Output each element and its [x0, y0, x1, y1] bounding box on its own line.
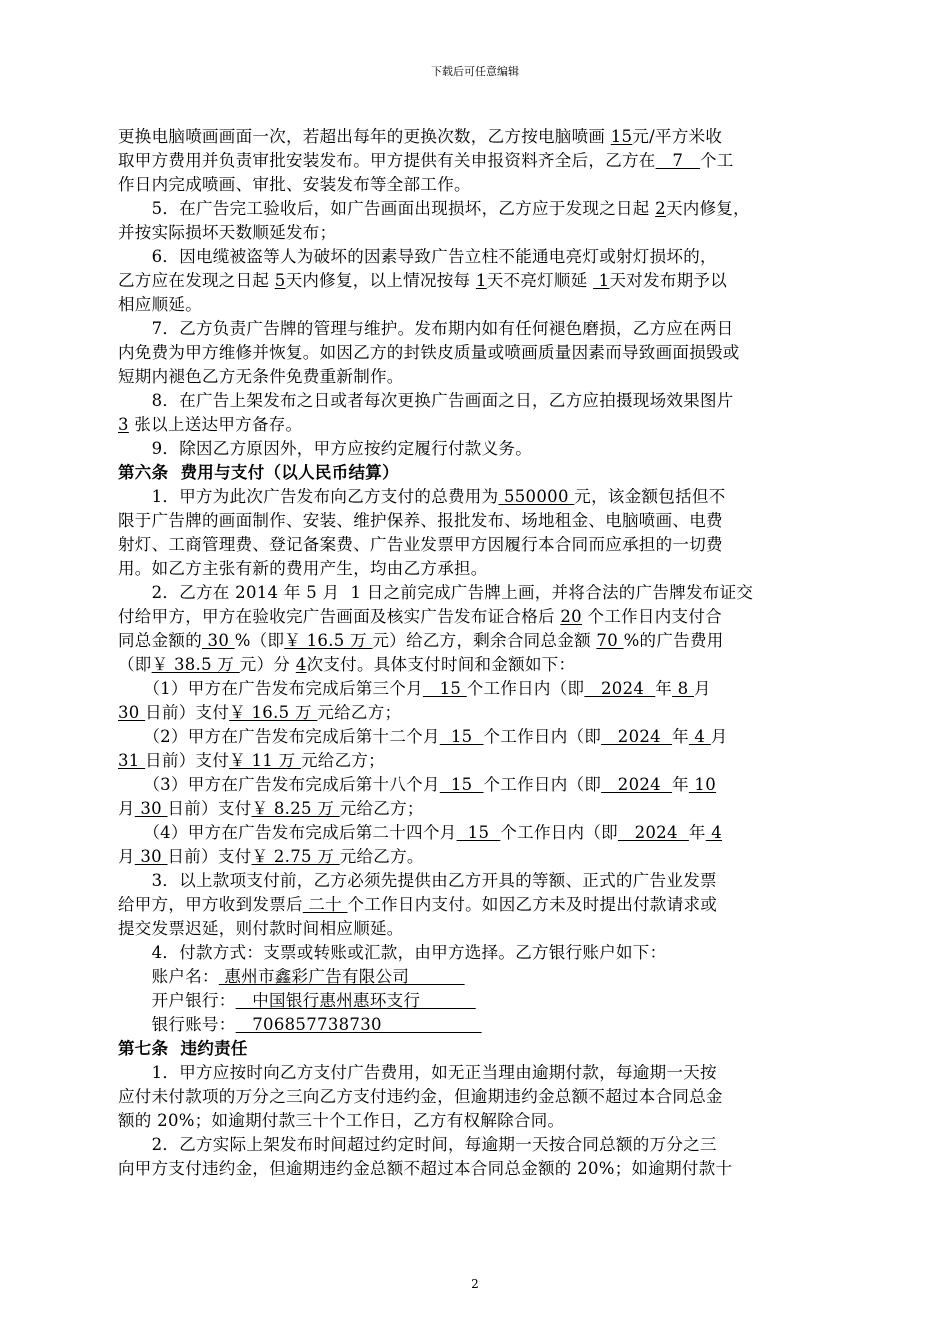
filled-blank: ￥ 8.25 万 — [251, 799, 340, 818]
text-line — [118, 1109, 836, 1133]
text-run: 更换电脑喷画画面一次，若超出每年的更换次数，乙方按电脑喷画 — [118, 127, 611, 146]
text-line — [118, 869, 836, 893]
text-run: 6．因电缆被盗等人为破坏的因素导致广告立柱不能通电亮灯或射灯损坏的， — [118, 247, 717, 266]
text-run: 用。如乙方主张有新的费用产生，均由乙方承担。 — [118, 559, 488, 578]
text-line — [118, 749, 836, 773]
text-line — [118, 725, 836, 749]
text-line — [118, 365, 836, 389]
text-line — [118, 629, 836, 653]
filled-blank: 7 — [655, 151, 701, 170]
filled-blank: 550000 — [498, 487, 575, 506]
filled-blank: 15 — [439, 775, 484, 794]
text-run: 日前）支付 — [145, 751, 230, 770]
text-run: 元给乙方； — [339, 799, 424, 818]
filled-blank: ￥ 38.5 万 — [151, 655, 240, 674]
filled-blank: 30 — [202, 631, 235, 650]
filled-blank: 15 — [610, 127, 633, 146]
text-line — [118, 533, 836, 557]
text-line — [118, 149, 836, 173]
text-run: 银行账号： — [118, 1015, 236, 1034]
text-line — [118, 1133, 836, 1157]
filled-blank: 二十 — [302, 895, 348, 914]
text-run: 2．乙方在 2014 年 5 月 1 日之前完成广告牌上画，并将合法的广告牌发布证交 — [118, 583, 754, 602]
text-run: 个工作日内（即 — [466, 679, 585, 698]
text-run: 月 — [710, 727, 728, 746]
text-run: 提交发票迟延，则付款时间相应顺延。 — [118, 919, 404, 938]
filled-blank: 4 — [688, 727, 711, 746]
text-line — [118, 509, 836, 533]
filled-blank: 706857738730 — [235, 1015, 482, 1034]
filled-blank: 30 — [134, 847, 168, 866]
text-line — [118, 677, 836, 701]
text-line — [118, 221, 836, 245]
text-run: 个工作日内（即 — [483, 775, 602, 794]
text-line — [118, 893, 836, 917]
filled-blank: 4 — [295, 655, 307, 674]
filled-blank: 2024 — [601, 775, 673, 794]
text-line — [118, 293, 836, 317]
filled-blank: 31 — [118, 751, 146, 770]
filled-blank: ￥ 16.5 万 — [284, 631, 373, 650]
filled-blank: 4 — [705, 823, 723, 842]
text-run: 个工作日内（即 — [500, 823, 618, 842]
filled-blank: 70 — [596, 631, 624, 650]
text-line — [118, 413, 836, 437]
text-run: （1）甲方在广告发布完成后第三个月 — [118, 679, 423, 698]
text-run: 天内修复， — [665, 199, 750, 218]
text-run: 天内修复，以上情况按每 — [285, 271, 476, 290]
text-run: （4）甲方在广告发布完成后第二十四个月 — [118, 823, 457, 842]
text-run: 作日内完成喷画、审批、安装发布等全部工作。 — [118, 175, 471, 194]
text-run: 内免费为甲方维修并恢复。如因乙方的封铁皮质量或喷画质量因素而导致画面损毁或 — [118, 343, 740, 362]
text-line — [118, 701, 836, 725]
text-run: 元给乙方； — [300, 751, 385, 770]
text-run: 次支付。具体支付时间和金额如下： — [306, 655, 576, 674]
filled-blank: 15 — [439, 727, 484, 746]
text-line — [118, 941, 836, 965]
text-run: 个工作日内支付。如因乙方未及时提出付款请求或 — [347, 895, 718, 914]
text-run: 并按实际损坏天数顺延发布； — [118, 223, 337, 242]
text-run: 相应顺延。 — [118, 295, 202, 314]
text-line — [118, 1061, 836, 1085]
text-run: 日前）支付 — [167, 847, 252, 866]
text-line — [118, 821, 836, 845]
text-run: 元给乙方。 — [339, 847, 424, 866]
filled-blank: 1 — [593, 271, 610, 290]
section-heading — [118, 461, 836, 485]
page-number: 2 — [471, 1277, 479, 1291]
filled-blank: 8 — [672, 679, 694, 698]
text-run: 第七条 违约责任 — [118, 1039, 248, 1058]
text-run: 开户银行： — [118, 991, 236, 1010]
text-run: 付给甲方，甲方在验收完广告画面及核实广告发布证合格后 — [118, 607, 561, 626]
text-run: （即 — [118, 655, 152, 674]
filled-blank: 2024 — [601, 727, 673, 746]
text-run: 第六条 费用与支付（以人民币结算） — [118, 463, 399, 482]
text-line — [118, 1157, 836, 1181]
text-line — [118, 917, 836, 941]
text-run: 9．除因乙方原因外，甲方应按约定履行付款义务。 — [118, 439, 532, 458]
text-run: 年 — [672, 775, 689, 794]
text-run: 元给乙方； — [317, 703, 402, 722]
text-run: %的广告费用 — [623, 631, 724, 650]
text-line — [118, 653, 836, 677]
text-line — [118, 173, 836, 197]
filled-blank: 中国银行惠州惠环支行 — [235, 991, 476, 1010]
text-run: 日前）支付 — [145, 703, 230, 722]
text-run: 射灯、工商管理费、登记备案费、广告业发票甲方因履行本合同而应承担的一切费 — [118, 535, 723, 554]
text-run: 个工作日内（即 — [483, 727, 602, 746]
text-line — [118, 317, 836, 341]
text-run: 年 — [672, 727, 689, 746]
text-run: 元，该金额包括但不 — [574, 487, 726, 506]
text-run: 张以上送达甲方备存。 — [128, 415, 303, 434]
text-line — [118, 557, 836, 581]
text-line — [118, 797, 836, 821]
text-run: 月 — [118, 799, 135, 818]
text-line — [118, 485, 836, 509]
text-line — [118, 125, 836, 149]
text-line — [118, 1085, 836, 1109]
text-run: 元）分 — [239, 655, 296, 674]
text-run: 限于广告牌的画面制作、安装、维护保养、报批发布、场地租金、电脑喷画、电费 — [118, 511, 723, 530]
filled-blank: 30 — [134, 799, 168, 818]
filled-blank: 2024 — [584, 679, 656, 698]
text-line — [118, 989, 836, 1013]
text-run: 个工作日内支付合 — [581, 607, 722, 626]
text-run: 日前）支付 — [167, 799, 252, 818]
text-run: （2）甲方在广告发布完成后第十二个月 — [118, 727, 440, 746]
filled-blank: 15 — [456, 823, 501, 842]
text-run: 天不亮灯顺延 — [486, 271, 594, 290]
text-run: 1．甲方应按时向乙方支付广告费用，如无正当理由逾期付款，每逾期一天按 — [118, 1063, 717, 1082]
text-line — [118, 965, 836, 989]
text-run: 月 — [118, 847, 135, 866]
filled-blank: 1 — [475, 271, 487, 290]
text-line — [118, 1013, 836, 1037]
text-run: 3．以上款项支付前，乙方必须先提供由乙方开具的等额、正式的广告业发票 — [118, 871, 717, 890]
filled-blank: 2024 — [617, 823, 689, 842]
text-run: 短期内褪色乙方无条件免费重新制作。 — [118, 367, 404, 386]
text-run: 8．在广告上架发布之日或者每次更换广告画面之日，乙方应拍摄现场效果图片 — [118, 391, 734, 410]
filled-blank: ￥ 11 万 — [229, 751, 301, 770]
text-run: 额的 20%；如逾期付款三十个工作日，乙方有权解除合同。 — [118, 1111, 565, 1130]
text-run: 给甲方，甲方收到发票后 — [118, 895, 303, 914]
text-line — [118, 197, 836, 221]
text-run: 7．乙方负责广告牌的管理与维护。发布期内如有任何褪色磨损，乙方应在两日 — [118, 319, 734, 338]
text-line — [118, 245, 836, 269]
text-run: （3）甲方在广告发布完成后第十八个月 — [118, 775, 440, 794]
text-run: 同总金额的 — [118, 631, 202, 650]
text-line — [118, 773, 836, 797]
text-run: 乙方应在发现之日起 — [118, 271, 275, 290]
text-line — [118, 581, 836, 605]
text-run: 天对发布期予以 — [609, 271, 728, 290]
text-line — [118, 341, 836, 365]
filled-blank: 5 — [274, 271, 286, 290]
text-run: 年 — [655, 679, 673, 698]
text-run: 向甲方支付违约金，但逾期违约金总额不超过本合同总金额的 20%；如逾期付款十 — [118, 1159, 733, 1178]
text-line — [118, 605, 836, 629]
text-run: 2．乙方实际上架发布时间超过约定时间，每逾期一天按合同总额的万分之三 — [118, 1135, 717, 1154]
text-run: 元）给乙方，剩余合同总金额 — [372, 631, 597, 650]
text-run: 取甲方费用并负责审批安装发布。甲方提供有关申报资料齐全后，乙方在 — [118, 151, 656, 170]
text-run: %（即 — [234, 631, 285, 650]
filled-blank: ￥ 2.75 万 — [251, 847, 340, 866]
filled-blank: 惠州市鑫彩广告有限公司 — [218, 967, 465, 986]
text-run: 年 — [688, 823, 706, 842]
filled-blank: 10 — [688, 775, 717, 794]
text-run: 5．在广告完工验收后，如广告画面出现损坏，乙方应于发现之日起 — [118, 199, 656, 218]
page-header-note: 下载后可任意编辑 — [431, 65, 519, 78]
filled-blank: 2 — [655, 199, 666, 218]
text-run: 4．付款方式：支票或转账或汇款，由甲方选择。乙方银行账户如下： — [118, 943, 667, 962]
text-line — [118, 845, 836, 869]
filled-blank: 15 — [422, 679, 467, 698]
filled-blank: 20 — [560, 607, 582, 626]
filled-blank: ￥ 16.5 万 — [229, 703, 318, 722]
text-line — [118, 389, 836, 413]
filled-blank: 3 — [118, 415, 129, 434]
text-run: 应付未付款项的万分之三向乙方支付违约金，但逾期违约金总额不超过本合同总金 — [118, 1087, 723, 1106]
text-run: 账户名： — [118, 967, 219, 986]
text-line — [118, 269, 836, 293]
filled-blank: 30 — [118, 703, 146, 722]
text-run: 月 — [693, 679, 711, 698]
section-heading — [118, 1037, 836, 1061]
text-run: 个工 — [700, 151, 734, 170]
text-line — [118, 437, 836, 461]
contract-body — [118, 125, 836, 1181]
text-run: 元/平方米收 — [632, 127, 723, 146]
text-run: 1．甲方为此次广告发布向乙方支付的总费用为 — [118, 487, 499, 506]
